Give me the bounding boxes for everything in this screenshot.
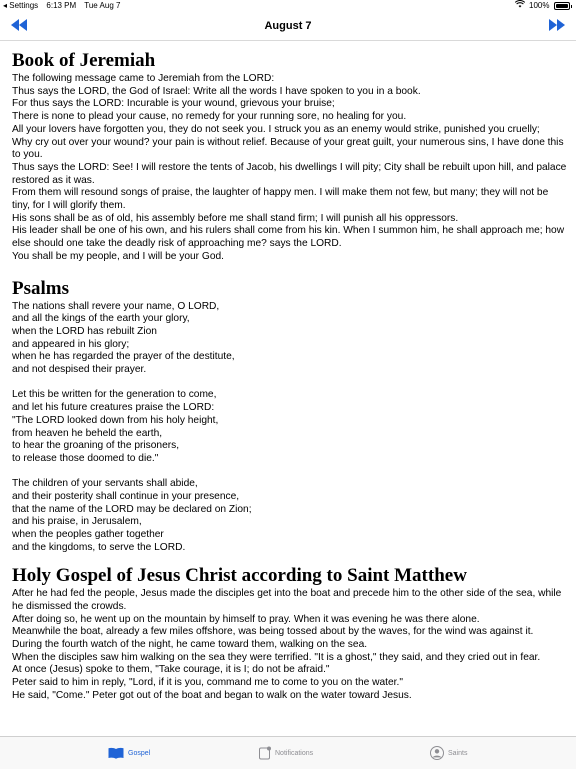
verse-line: For thus says the LORD: Incurable is your wound, grievous your bruise; [12,98,335,110]
psalm-title: Psalms [12,277,69,299]
psalm-line: to hear the groaning of the prisoners, [12,440,180,452]
first-reading-text [12,73,568,264]
psalm-line: to release those doomed to die." [12,452,159,464]
verse-line: His sons shall be as of old, his assembly before me shall stand firm; I will punish all his oppressors. [12,212,459,224]
readings-content[interactable] [12,40,568,736]
verse-line: From them will resound songs of praise, the laughter of happy men. I will make them not few, but many; they will not be tiny, for I will glorify them. [12,187,549,212]
verse-line: Thus says the LORD, the God of Israel: Write all the words I have spoken to you in a book. [12,85,421,97]
next-day-button[interactable] [548,18,566,32]
psalm-line: "The LORD looked down from his holy height, [12,414,219,426]
verse-line: You shall be my people, and I will be your God. [12,250,224,262]
battery-percent: 100% [529,1,550,10]
psalm-text [12,301,568,555]
psalm-line: and their posterity shall continue in your presence, [12,491,240,503]
gospel-text [12,588,568,702]
status-time: 6:13 PM [46,1,77,10]
wifi-icon [515,0,525,12]
psalm-line: and appeared in his glory; [12,338,130,350]
psalm-line: and his praise, in Jerusalem, [12,516,142,528]
tab-notifications-label: Notifications [275,749,314,757]
first-reading-title: Book of Jeremiah [12,50,156,71]
verse-line: The following message came to Jeremiah from the LORD: [12,73,275,84]
tab-gospel-label: Gospel [128,749,151,757]
psalm-line: and all the kings of the earth your glory, [12,313,190,325]
status-left [3,0,126,12]
notification-icon [259,746,271,760]
verse-line: At once (Jesus) spoke to them, "Take courage, it is I; do not be afraid." [12,664,330,676]
verse-line: Peter said to him in reply, "Lord, if it is you, command me to come to you on the water." [12,677,403,689]
tab-notifications[interactable] [259,737,313,769]
tab-gospel[interactable] [108,737,150,769]
verse-line: His leader shall be one of his own, and his rulers shall come from his kin. When I summon him, he shall approach me; how else should one take the deadly risk of approaching me? says the LORD. [12,225,565,250]
tab-bar [0,736,576,769]
fast-forward-icon [548,18,566,32]
psalm-stanza [12,301,568,377]
book-icon [108,747,124,759]
person-icon [430,746,444,760]
psalm-line: when he has regarded the prayer of the destitute, [12,351,235,363]
verse-line: Why cry out over your wound? your pain is without relief. Because of your great guilt, your numerous sins, I have done this to you. [12,136,564,161]
verse-line: After he had fed the people, Jesus made the disciples get into the boat and precede him to the other side of the sea, while he dismissed the crowds. [12,588,562,612]
status-right [515,0,572,12]
psalm-stanza [12,389,568,465]
verse-line: There is none to plead your cause, no remedy for your running sore, no healing for you. [12,111,407,123]
psalm-line: and let his future creatures praise the LORD: [12,402,215,414]
page-title: August 7 [264,20,312,32]
gospel-title: Holy Gospel of Jesus Christ according to Saint Matthew [12,565,467,587]
psalm-line: The nations shall revere your name, O LORD, [12,300,220,312]
psalm-stanza [12,478,568,554]
verse-line: He said, "Come." Peter got out of the boat and began to walk on the water toward Jesus. [12,689,412,701]
psalm-line: and not despised their prayer. [12,364,147,376]
verse-line: All your lovers have forgotten you, they do not seek you. I struck you as an enemy would strike, punished you cruelly; [12,123,540,135]
back-to-app-label[interactable]: ◂ Settings [3,1,39,10]
psalm-line: that the name of the LORD may be declared on Zion; [12,503,252,515]
verse-line: After doing so, he went up on the mountain by himself to pray. When it was evening he was there alone. [12,613,480,625]
tab-saints[interactable] [430,737,467,769]
verse-line: When the disciples saw him walking on the sea they were terrified. "It is a ghost," they said, and they cried out in fear. [12,651,541,663]
nav-bar [0,12,576,41]
battery-tip [571,5,573,8]
status-bar [0,0,576,12]
psalm-line: and the kingdoms, to serve the LORD. [12,541,186,553]
status-date: Tue Aug 7 [84,1,121,10]
psalm-line: when the peoples gather together [12,529,164,541]
verse-line: Thus says the LORD: See! I will restore the tents of Jacob, his dwellings I will pity; City shall be rebuilt upon hill, and palace restored as it was. [12,161,567,186]
psalm-line: when the LORD has rebuilt Zion [12,325,157,337]
battery-icon [554,2,570,10]
psalm-line: Let this be written for the generation to come, [12,389,217,401]
psalm-line: The children of your servants shall abide, [12,478,198,490]
tab-saints-label: Saints [448,749,468,757]
verse-line: Meanwhile the boat, already a few miles offshore, was being tossed about by the waves, for the wind was against it. [12,626,534,638]
psalm-line: from heaven he beheld the earth, [12,427,163,439]
verse-line: During the fourth watch of the night, he came toward them, walking on the sea. [12,639,368,651]
